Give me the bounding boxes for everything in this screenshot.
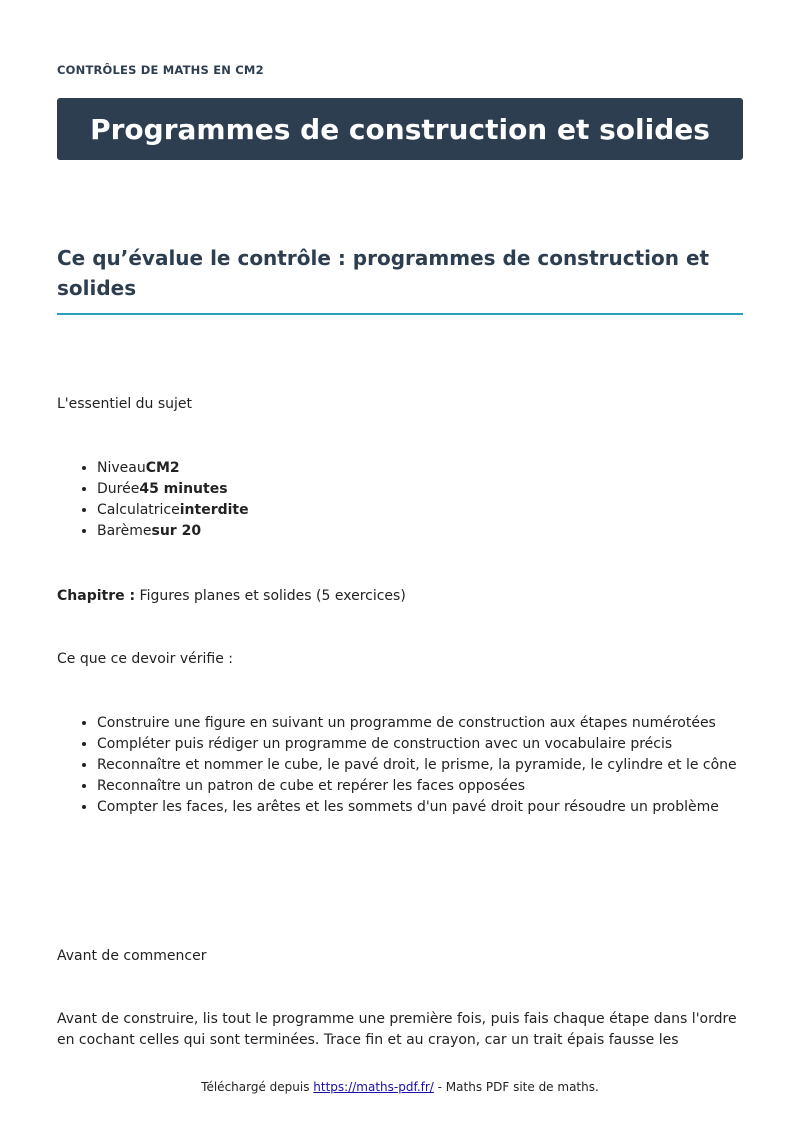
avant-paragraph: Avant de construire, lis tout le programme une première fois, puis fais chaque étape dans l'ordre en cochant celles qui sont terminées. Trace fin et au crayon, car un trait épais fausse les (57, 1011, 737, 1048)
list-item: • NiveauCM2 (97, 458, 743, 479)
footer-prefix: Téléchargé depuis (201, 1080, 314, 1094)
list-item: • Barèmesur 20 (97, 521, 743, 542)
chapitre-text: Figures planes et solides (5 exercices) (135, 588, 406, 604)
list-item: • Compléter puis rédiger un programme de construction avec un vocabulaire précis (97, 734, 743, 755)
verifie-list (57, 713, 743, 818)
avant-heading: Avant de commencer (57, 948, 207, 964)
list-item: • Durée45 minutes (97, 479, 743, 500)
section-title: Ce qu’évalue le contrôle : programmes de construction et solides (57, 243, 743, 315)
list-item: • Calculatriceinterdite (97, 500, 743, 521)
essentiel-heading: L'essentiel du sujet (57, 396, 193, 412)
list-item: • Construire une figure en suivant un programme de construction aux étapes numérotées (97, 713, 743, 734)
list-item: • Compter les faces, les arêtes et les sommets d'un pavé droit pour résoudre un problème (97, 797, 743, 818)
footer-suffix: - Maths PDF site de maths. (433, 1080, 599, 1094)
kicker-label: CONTRÔLES DE MATHS EN CM2 (57, 63, 264, 77)
avant-paragraph-wrapper (57, 1009, 743, 1050)
chapitre-line (57, 586, 406, 607)
list-item: • Reconnaître un patron de cube et repérer les faces opposées (97, 776, 743, 797)
footer (0, 1080, 800, 1094)
page-title: Programmes de construction et solides (90, 112, 710, 146)
chapitre-label: Chapitre : (57, 588, 136, 604)
title-banner (57, 98, 743, 160)
essentiel-list (57, 458, 743, 542)
verifie-heading: Ce que ce devoir vérifie : (57, 651, 234, 667)
footer-link[interactable]: https://maths-pdf.fr/ (313, 1080, 434, 1094)
list-item: • Reconnaître et nommer le cube, le pavé droit, le prisme, la pyramide, le cylindre et le cône (97, 755, 743, 776)
